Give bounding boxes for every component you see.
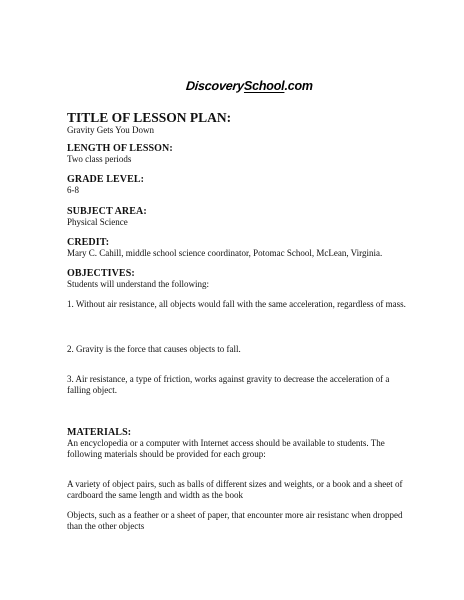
objective-1-text: 1. Without air resistance, all objects would fall with the same acceleration, regardless of mass. <box>67 299 406 309</box>
materials-intro: An encyclopedia or a computer with Internet access should be available to students. The following materials should be provided for each group: <box>67 438 385 459</box>
objectives-heading: OBJECTIVES: <box>67 268 135 279</box>
materials-heading: MATERIALS: <box>67 427 132 438</box>
grade-value: 6-8 <box>67 185 79 195</box>
material-2 <box>67 510 407 532</box>
objective-3 <box>67 374 407 396</box>
grade-heading: GRADE LEVEL: <box>67 174 145 185</box>
section-grade <box>67 174 407 196</box>
objectives-intro: Students will understand the following: <box>67 279 209 289</box>
credit-heading: CREDIT: <box>67 237 110 248</box>
section-length <box>67 143 407 165</box>
subject-value: Physical Science <box>67 217 128 227</box>
title-heading: TITLE OF LESSON PLAN: <box>67 110 232 125</box>
objective-3-text: 3. Air resistance, a type of friction, works against gravity to decrease the acceleration of a falling object. <box>67 374 390 395</box>
logo-dotcom: .com <box>284 79 313 93</box>
material-1-text: A variety of object pairs, such as balls of different sizes and weights, or a book and a sheet of cardboard the same length and width as the book <box>67 479 403 500</box>
logo-school: School <box>243 79 285 93</box>
discovery-school-logo <box>186 78 313 94</box>
credit-value: Mary C. Cahill, middle school science coordinator, Potomac School, McLean, Virginia. <box>67 248 383 258</box>
section-materials <box>67 427 407 460</box>
section-title <box>67 110 407 136</box>
material-2-text: Objects, such as a feather or a sheet of paper, that encounter more air resistanc when dropped than the other objects <box>67 510 403 531</box>
objective-2-text: 2. Gravity is the force that causes objects to fall. <box>67 344 241 354</box>
objective-1 <box>67 299 407 310</box>
section-subject <box>67 206 407 228</box>
length-heading: LENGTH OF LESSON: <box>67 143 173 154</box>
section-credit <box>67 237 407 259</box>
objective-2 <box>67 344 407 355</box>
subject-heading: SUBJECT AREA: <box>67 206 147 217</box>
section-objectives <box>67 268 407 290</box>
length-value: Two class periods <box>67 154 132 164</box>
title-value: Gravity Gets You Down <box>67 125 155 135</box>
material-1 <box>67 479 407 501</box>
logo-discovery: Discovery <box>185 79 245 93</box>
